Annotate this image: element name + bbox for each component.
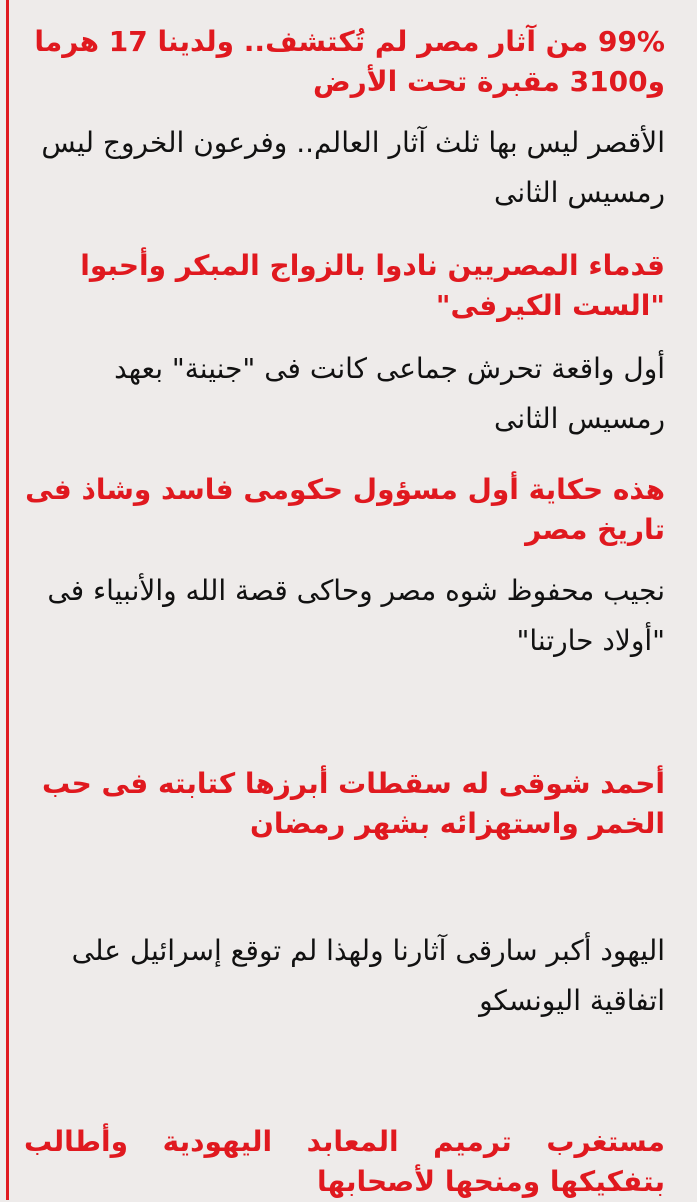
subheadline-4: اليهود أكبر سارقى آثارنا ولهذا لم توقع إسرائيل على اتفاقية اليونسكو (71, 934, 665, 1017)
subheadline-3: نجيب محفوظ شوه مصر وحاكى قصة الله والأنبياء فى "أولاد حارتنا" (47, 574, 665, 657)
headline-2: قدماء المصريين نادوا بالزواج المبكر وأحبوا "الست الكيرفى" (80, 249, 665, 322)
headline-1: 99% من آثار مصر لم تُكتشف.. ولدينا 17 هرما و3100 مقبرة تحت الأرض (34, 25, 665, 98)
headline-3: هذه حكاية أول مسؤول حكومى فاسد وشاذ فى تاريخ مصر (25, 473, 665, 546)
subheadline-2: أول واقعة تحرش جماعى كانت فى "جنينة" بعهد رمسيس الثانى (114, 352, 665, 435)
subheadline-1: الأقصر ليس بها ثلث آثار العالم.. وفرعون الخروج ليس رمسيس الثانى (41, 126, 665, 209)
left-accent-rule (6, 0, 9, 1200)
headline-4: أحمد شوقى له سقطات أبرزها كتابته فى حب الخمر واستهزائه بشهر رمضان (41, 767, 665, 840)
headline-5: مستغرب ترميم المعابد اليهودية وأطالب بتفكيكها ومنحها لأصحابها (24, 1125, 665, 1198)
